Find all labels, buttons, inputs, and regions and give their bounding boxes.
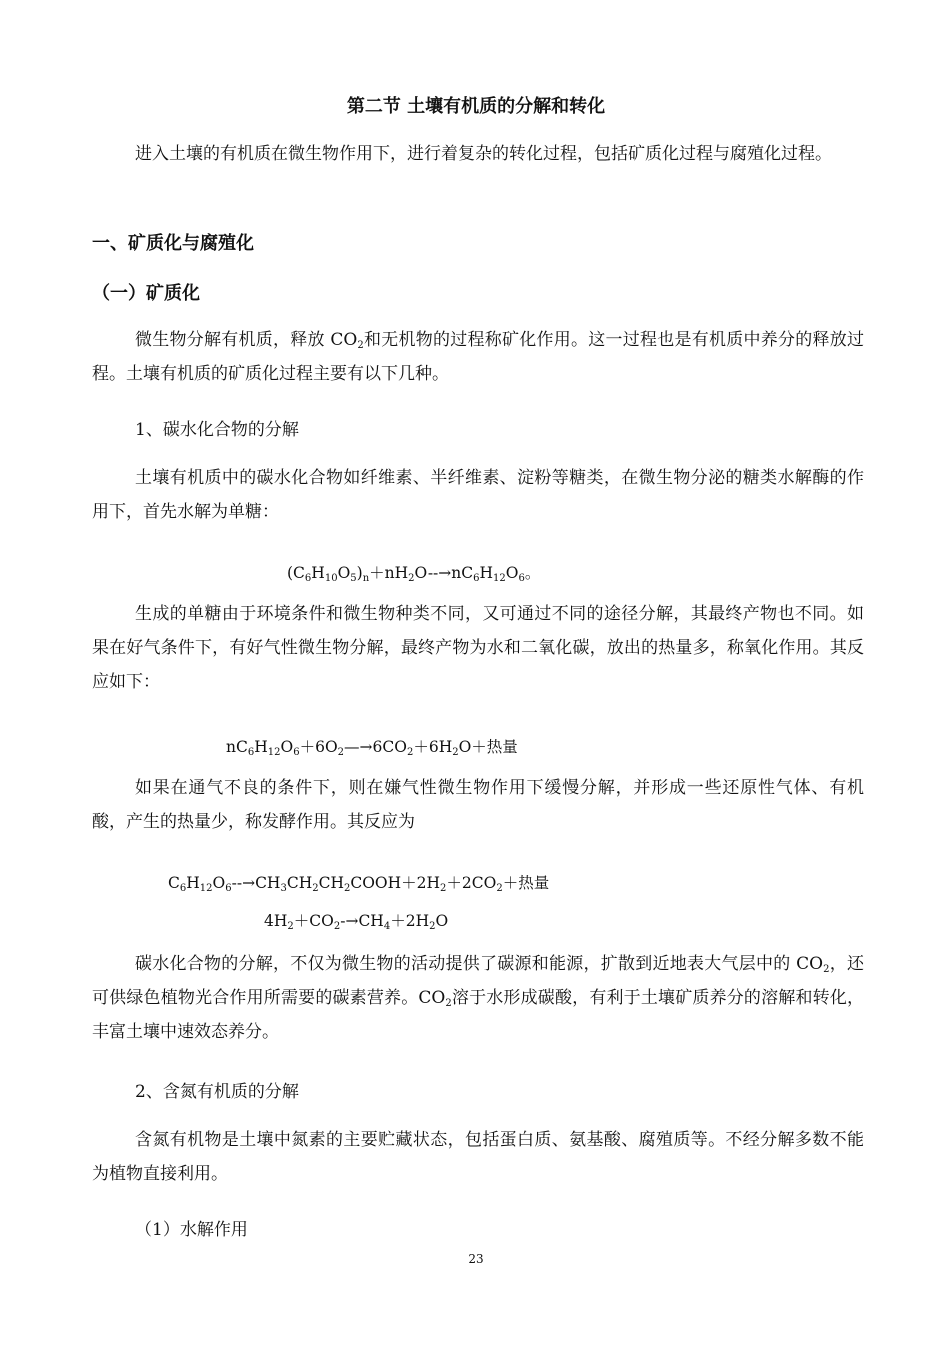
mineralization-paragraph [92,323,864,391]
anaerobic-paragraph: 如果在通气不良的条件下，则在嫌气性微生物作用下缓慢分解，并形成一些还原性气体、有机酸，产生的热量少，称发酵作用。其反应为 [92,778,864,832]
mineralization-text-a: 微生物分解有机质，释放 CO [135,330,358,350]
co2-subscript: 2 [357,340,364,351]
subheading-hydrolysis: （1）水解作用 [135,1220,248,1240]
section-title: 第二节 土壤有机质的分解和转化 [346,96,606,117]
equation-oxidation: $nC_6H_{12}O_6+6O_2—\to 6CO_2+6H_2O+$热量 [226,738,518,758]
carbohydrate-paragraph: 土壤有机质中的碳水化合物如纤维素、半纤维素、淀粉等糖类，在微生物分泌的糖类水解酶的作用下，首先水解为单糖： [92,468,864,522]
equation-fermentation: $C_6H_{12}O_6--\to CH_3CH_2CH_2COOH+2H_2+2CO_2+$热量 [168,874,550,894]
subheading-nitrogen: 2、含氮有机质的分解 [135,1082,299,1102]
mineralization-text-b: 和无机物的过程称矿化作用。这一过程也是有机质中养分的释放过程。土壤有机质的矿质化过程主要有以下几种。 [92,330,864,384]
nitrogen-paragraph: 含氮有机物是土壤中氮素的主要贮藏状态，包括蛋白质、氨基酸、腐殖质等。不经分解多数不能为植物直接利用。 [92,1130,864,1184]
subheading-carbohydrate: 1、碳水化合物的分解 [135,420,299,440]
aerobic-paragraph: 生成的单糖由于环境条件和微生物种类不同，又可通过不同的途径分解，其最终产物也不同。如果在好气条件下，有好气性微生物分解，最终产物为水和二氧化碳，放出的热量多，称氧化作用。其反应如下： [92,604,864,692]
heading-level-1: 一、矿质化与腐殖化 [92,233,254,254]
intro-paragraph: 进入土壤的有机质在微生物作用下，进行着复杂的转化过程，包括矿质化过程与腐殖化过程。 [135,144,832,164]
page-number: 23 [468,1252,484,1266]
equation-methanogenesis: $4H_2+CO_2-\to CH_4+2H_2O$ [264,912,449,932]
co2-paragraph: 碳水化合物的分解，不仅为微生物的活动提供了碳源和能源，扩散到近地表大气层中的 $CO_2$，还可供绿色植物光合作用所需要的碳素营养。$CO_2$溶于水形成碳酸，有利于土壤矿质养分的溶解和转化，丰富土壤中速效态养分。 [92,954,865,1042]
heading-level-2: （一）矿质化 [92,283,200,304]
equation-hydrolysis: $(C_6H_{10}O_5)_n+nH_2O--\to nC_6H_{12}O_6$。 [287,564,541,584]
